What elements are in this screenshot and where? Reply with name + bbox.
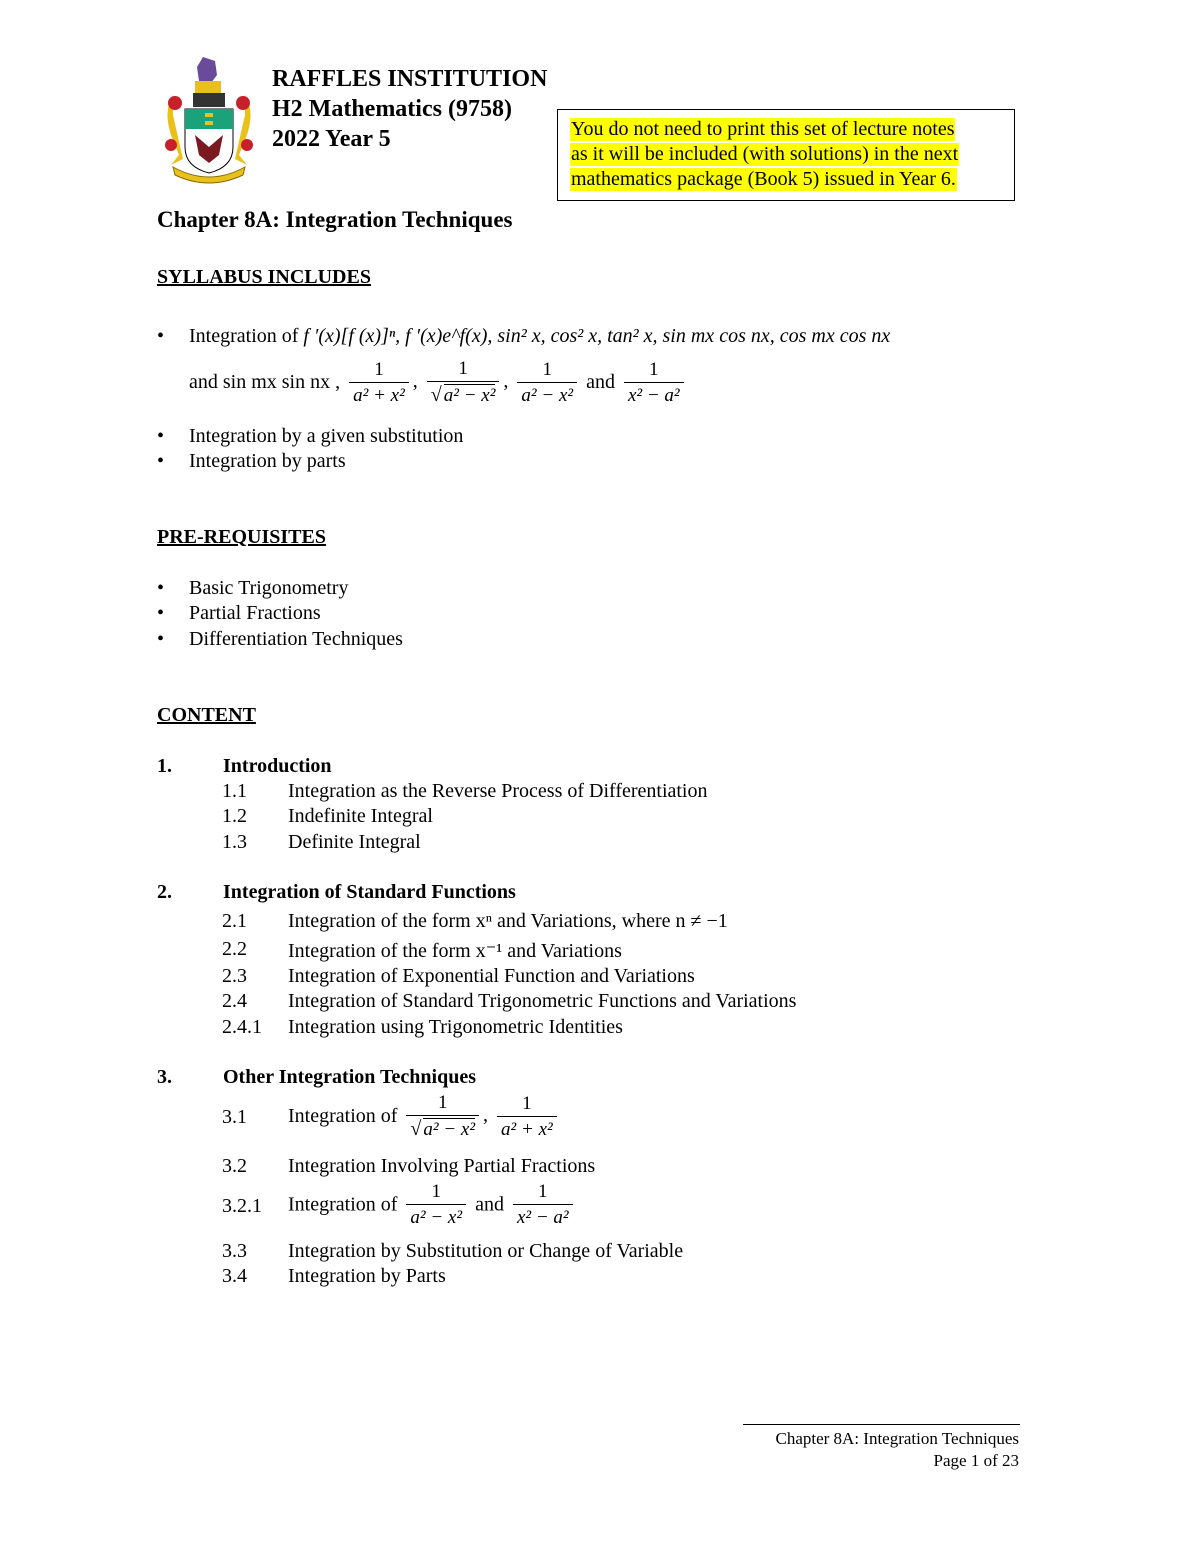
subsection-title: Indefinite Integral (288, 805, 433, 827)
footer-page-number: Page 1 of 23 (933, 1451, 1019, 1470)
subsection-title: Integration of $\frac{1}{\text{√ a² − x²}}$ , $\frac{1}{\text{a² + x²}}$ (288, 1092, 561, 1141)
fraction: $\frac{1}{\text{a² − x²}}$ (406, 1181, 466, 1229)
subsection-number: 3.4 (222, 1265, 247, 1287)
fraction: $\frac{1}{\text{√ a² − x²}}$ (427, 358, 500, 407)
subsection-title: Integration of $\frac{1}{\text{a² − x²}}$ and $\frac{1}{\text{x² − a²}}$ (288, 1181, 577, 1229)
year-label: 2022 Year 5 (272, 126, 391, 152)
subsection-number: 1.2 (222, 805, 247, 827)
syllabus-item: • Integration of f ′(x)[f (x)]ⁿ, f ′(x)e^f(x), sin² x, cos² x, tan² x, sin mx cos nx, cos mx cos nx (157, 325, 891, 347)
institution-name: RAFFLES INSTITUTION (272, 66, 548, 92)
subsection-number: 2.1 (222, 910, 247, 932)
fraction: $\frac{1}{\text{√ a² − x²}}$ (406, 1092, 479, 1141)
syllabus-heading: SYLLABUS INCLUDES (157, 266, 371, 288)
fraction: $\frac{1}{\text{a² − x²}}$ (517, 359, 577, 407)
prereq-item: • Basic Trigonometry (157, 577, 349, 599)
subsection-title: Integration of the form xⁿ and Variations, where n ≠ −1 (288, 910, 728, 932)
subsection-number: 3.3 (222, 1240, 247, 1262)
subsection-title: Definite Integral (288, 831, 421, 853)
and-text: and (586, 371, 615, 393)
subsection-number: 3.1 (222, 1106, 247, 1128)
section-number: 3. (157, 1066, 172, 1088)
footer-divider (743, 1424, 1020, 1425)
section-number: 2. (157, 881, 172, 903)
content-heading: CONTENT (157, 704, 256, 726)
school-crest-logo (163, 55, 255, 185)
fraction: $\frac{1}{\text{a² + x²}}$ (349, 359, 409, 407)
subsection-number: 2.2 (222, 938, 247, 960)
subsection-number: 3.2 (222, 1155, 247, 1177)
syllabus-item: • Integration by a given substitution (157, 425, 464, 447)
chapter-title: Chapter 8A: Integration Techniques (157, 207, 513, 232)
prereq-item: • Differentiation Techniques (157, 628, 403, 650)
subsection-title: Integration using Trigonometric Identities (288, 1016, 623, 1038)
item-math: f ′(x)[f (x)]ⁿ, f ′(x)e^f(x), sin² x, cos² x, tan² x, sin mx cos nx, cos mx cos nx (303, 325, 891, 347)
subsection-title: Integration by Substitution or Change of Variable (288, 1240, 684, 1262)
notice-line: mathematics package (Book 5) issued in Year 6. (571, 168, 956, 190)
fraction: $\frac{1}{\text{a² + x²}}$ (497, 1093, 557, 1141)
subsection-title: Integration by Parts (288, 1265, 446, 1287)
syllabus-item: • Integration by parts (157, 450, 346, 472)
notice-line: as it will be included (with solutions) in the next (571, 143, 959, 165)
subsection-title: Integration of the form x⁻¹ and Variations (288, 940, 622, 962)
subsection-number: 2.4 (222, 990, 247, 1012)
subject-title: H2 Mathematics (9758) (272, 96, 512, 122)
fraction: $\frac{1}{\text{x² − a²}}$ (624, 359, 684, 407)
subsection-number: 2.4.1 (222, 1016, 262, 1038)
subsection-title: Integration of Exponential Function and Variations (288, 965, 695, 987)
item-math: and sin mx sin nx , (189, 371, 341, 393)
item-text: Integration of (189, 325, 304, 347)
footer-chapter: Chapter 8A: Integration Techniques (775, 1429, 1019, 1448)
prereq-item: • Partial Fractions (157, 602, 321, 624)
subsection-title: Integration of Standard Trigonometric Functions and Variations (288, 990, 797, 1012)
prerequisites-heading: PRE-REQUISITES (157, 526, 326, 548)
syllabus-item-line2: and sin mx sin nx , $\frac{1}{\text{a² + x²}}$ , $\frac{1}{\text{√ a² − x²}}$ , $\frac{1}{\text{a² − x²}}$ and $\frac{1}{\text{x² − a²}}$ (189, 358, 688, 407)
notice-line: You do not need to print this set of lecture notes (571, 118, 955, 140)
section-title: Other Integration Techniques (223, 1066, 476, 1088)
subsection-number: 2.3 (222, 965, 247, 987)
section-title: Integration of Standard Functions (223, 881, 516, 903)
subsection-number: 3.2.1 (222, 1195, 262, 1217)
subsection-number: 1.1 (222, 780, 247, 802)
fraction: $\frac{1}{\text{x² − a²}}$ (513, 1181, 573, 1229)
subsection-number: 1.3 (222, 831, 247, 853)
section-number: 1. (157, 755, 172, 777)
subsection-title: Integration Involving Partial Fractions (288, 1155, 596, 1177)
section-title: Introduction (223, 755, 332, 777)
print-notice-box (557, 109, 1015, 201)
subsection-title: Integration as the Reverse Process of Differentiation (288, 780, 708, 802)
